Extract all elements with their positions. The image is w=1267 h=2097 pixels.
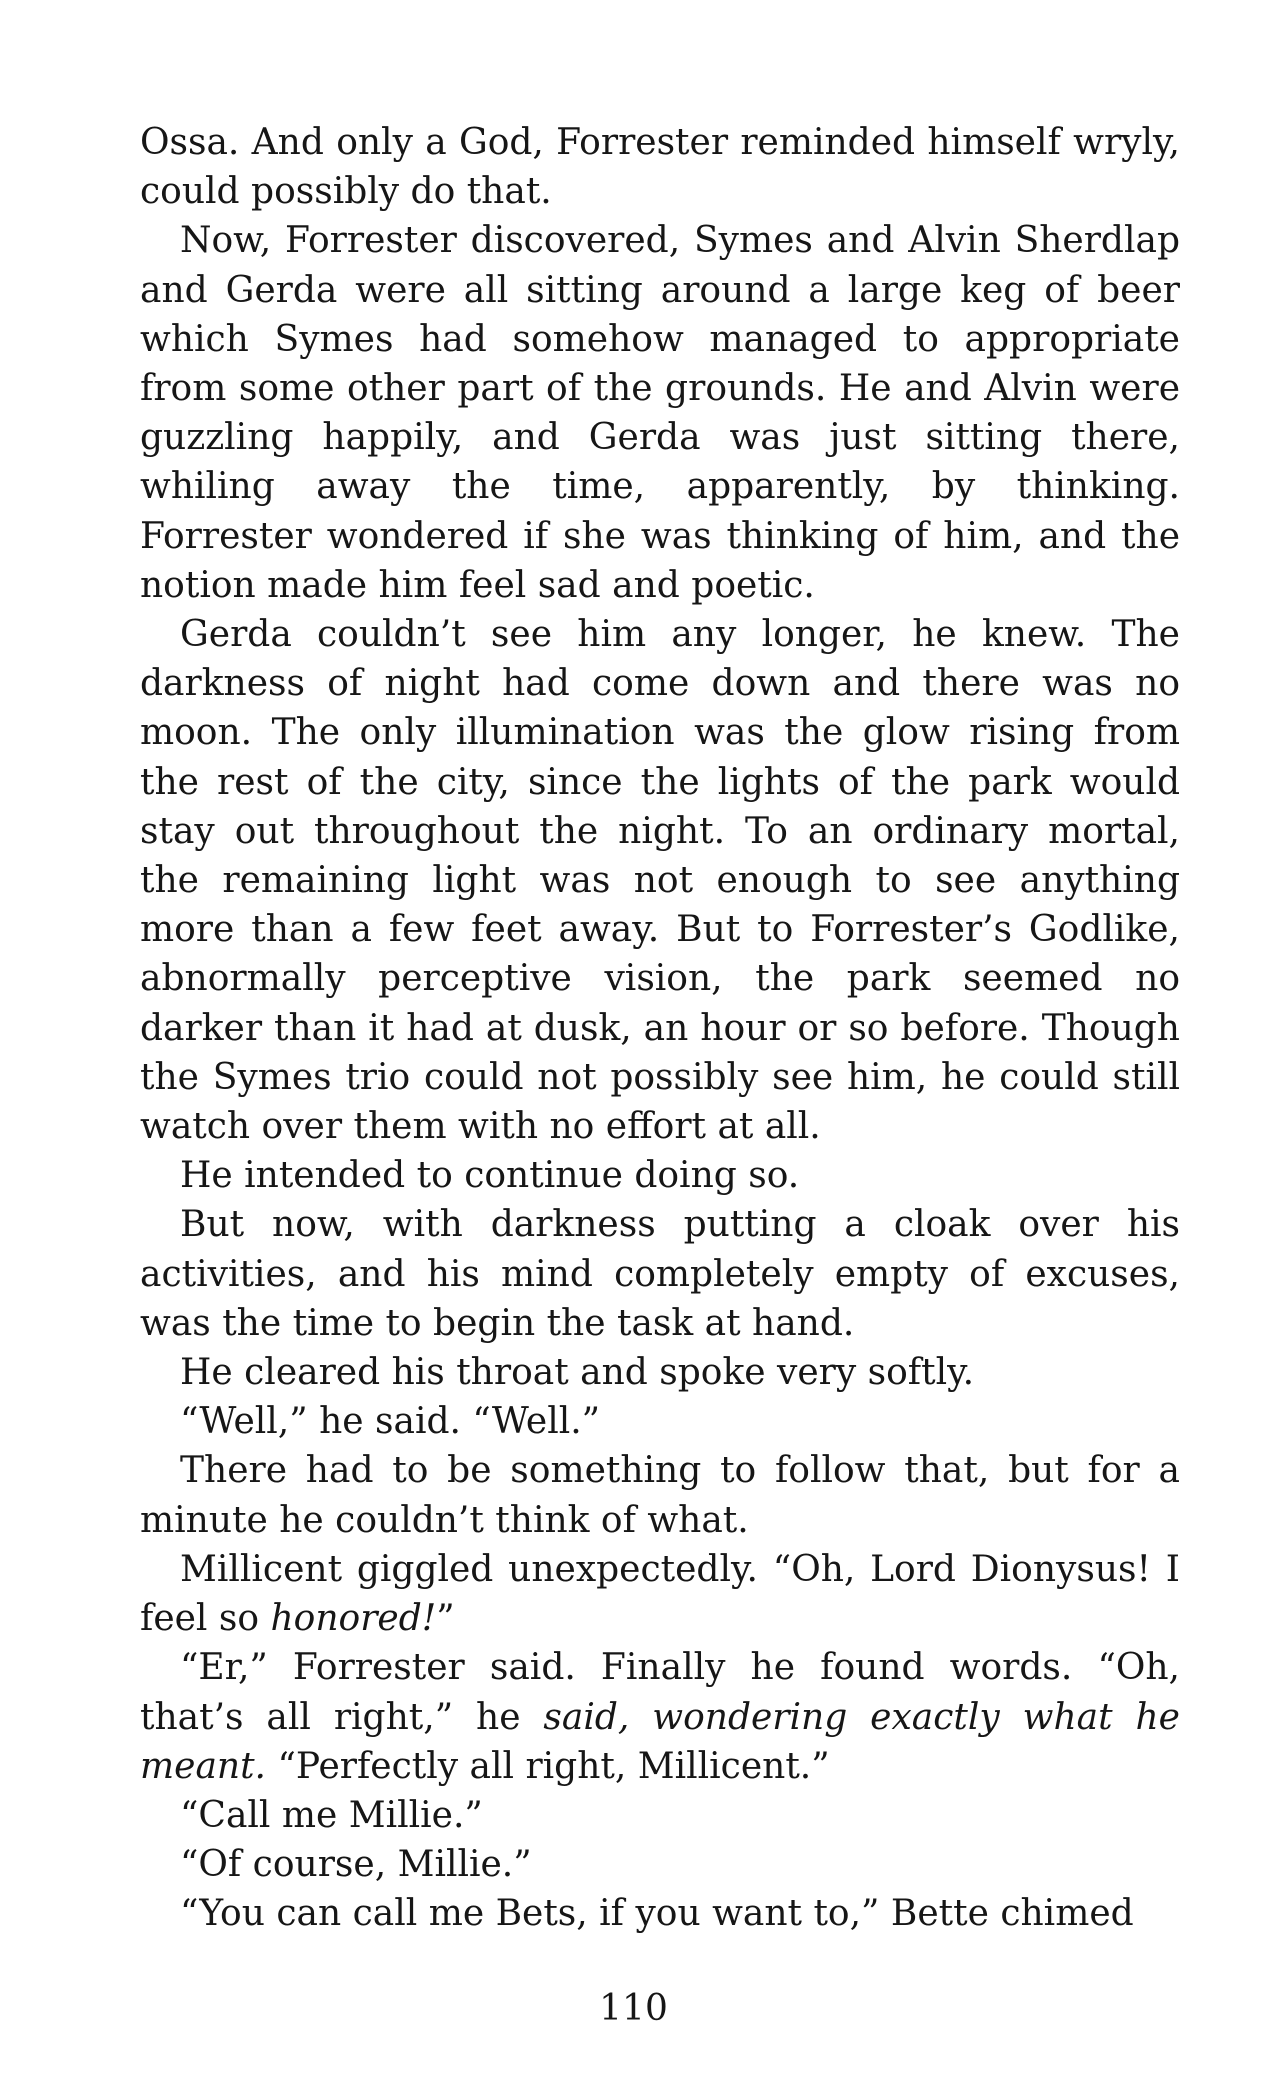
italic-text: honored!: [270, 1598, 437, 1640]
paragraph: “You can call me Bets, if you want to,” Bette chimed: [180, 1893, 1134, 1935]
paragraph-millicent: [140, 1545, 1180, 1643]
page-number: 110: [599, 1988, 668, 2029]
italic-text: said, wondering exactly what he meant.: [140, 1696, 1180, 1787]
paragraph: Now, Forrester discovered, Symes and Alvin Sherdlap and Gerda were all sitting around a large keg of beer which Symes had somehow managed to appropriate from some other part of the grounds. He and Alvin were guzzling happily, and Gerda was just sitting there, whiling away the time, apparently, by thinking. Forrester wondered if she was thinking of him, and the notion made him feel sad and poetic.: [140, 220, 1180, 606]
paragraph: “Well,” he said. “Well.”: [180, 1401, 601, 1443]
paragraph-continued: Ossa. And only a God, Forrester reminded himself wryly, could possibly do that.: [140, 122, 1180, 213]
paragraph: “Of course, Millie.”: [180, 1844, 532, 1886]
paragraph: He cleared his throat and spoke very softly.: [180, 1352, 975, 1394]
paragraph: But now, with darkness putting a cloak over his activities, and his mind completely empty of excuses, was the time to begin the task at hand.: [140, 1204, 1180, 1344]
text-run: “Er,” Forrester said. Finally he found words. “Oh, that’s all right,” he: [140, 1647, 1180, 1738]
paragraph: Gerda couldn’t see him any longer, he knew. The darkness of night had come down and there was no moon. The only illumination was the glow rising from the rest of the city, since the lights of the park would stay out throughout the night. To an ordinary mortal, the remaining light was not enough to see anything more than a few feet away. But to Forrester’s Godlike, abnormally perceptive vision, the park seemed no darker than it had at dusk, an hour or so before. Though the Symes trio could not possibly see him, he could still watch over them with no effort at all.: [140, 614, 1180, 1148]
text-run: “Perfectly all right, Millicent.”: [266, 1745, 830, 1787]
paragraph: He intended to continue doing so.: [180, 1155, 800, 1197]
text-run: Millicent giggled unexpectedly. “Oh, Lord Dionysus! I feel so: [140, 1548, 1180, 1640]
paragraph: “Call me Millie.”: [180, 1794, 483, 1836]
paragraph-er: [140, 1643, 1180, 1791]
paragraph: There had to be something to follow that, but for a minute he couldn’t think of what.: [140, 1450, 1180, 1541]
text-run: ”: [436, 1598, 455, 1640]
body-text: [140, 118, 1180, 1939]
